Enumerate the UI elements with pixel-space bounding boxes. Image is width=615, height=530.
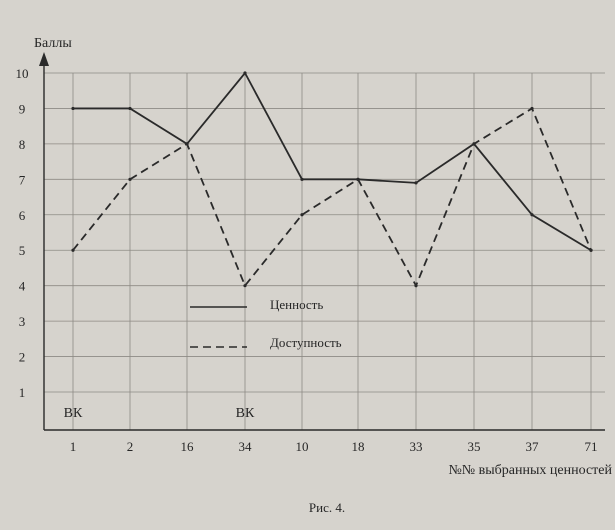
y-tick-label: 7 bbox=[18, 172, 26, 188]
y-tick-label: 4 bbox=[18, 278, 26, 294]
figure-caption: Рис. 4. bbox=[308, 500, 346, 515]
legend bbox=[190, 297, 342, 350]
x-axis-label: №№ выбранных ценностей bbox=[448, 463, 612, 478]
x-tick-label: 18 bbox=[351, 439, 365, 454]
data-point-value bbox=[530, 213, 533, 216]
y-tick-labels bbox=[16, 66, 29, 400]
y-axis-arrow bbox=[39, 52, 49, 66]
data-point-value bbox=[71, 107, 74, 110]
series-line-value bbox=[73, 73, 591, 250]
x-tick-label: 71 bbox=[584, 439, 598, 454]
x-tick-label: 2 bbox=[126, 439, 134, 454]
data-point-access bbox=[300, 213, 303, 216]
y-tick-label: 1 bbox=[18, 385, 26, 400]
y-tick-label: 6 bbox=[18, 207, 26, 223]
data-point-access bbox=[530, 107, 533, 110]
data-point-access bbox=[472, 142, 475, 145]
annotation-label: ВК bbox=[63, 406, 83, 421]
data-point-value bbox=[243, 71, 246, 74]
data-point-value bbox=[300, 178, 303, 181]
y-tick-label: 3 bbox=[18, 314, 26, 330]
data-point-access bbox=[243, 284, 246, 287]
legend-label-access: Доступность bbox=[270, 335, 342, 350]
data-point-value bbox=[414, 181, 417, 184]
annotation-label: ВК bbox=[235, 406, 255, 421]
y-axis-label: Баллы bbox=[34, 36, 72, 51]
x-tick-labels bbox=[70, 439, 598, 454]
x-tick-label: 34 bbox=[238, 439, 252, 454]
y-tick-label: 8 bbox=[18, 136, 26, 152]
y-tick-label: 10 bbox=[15, 66, 29, 81]
data-point-access bbox=[356, 178, 359, 181]
annotation-layer bbox=[64, 406, 255, 421]
grid bbox=[44, 73, 605, 430]
legend-label-value: Ценность bbox=[270, 297, 324, 312]
x-tick-label: 35 bbox=[467, 439, 481, 454]
x-tick-label: 33 bbox=[409, 439, 423, 454]
x-tick-label: 1 bbox=[69, 439, 77, 454]
y-tick-label: 2 bbox=[18, 349, 26, 365]
data-point-value bbox=[128, 107, 131, 110]
data-point-access bbox=[589, 249, 592, 252]
data-point-access bbox=[185, 142, 188, 145]
data-point-access bbox=[128, 178, 131, 181]
y-tick-label: 9 bbox=[18, 101, 26, 117]
data-point-access bbox=[414, 284, 417, 287]
x-tick-label: 16 bbox=[180, 439, 194, 454]
y-tick-label: 5 bbox=[18, 243, 26, 259]
data-point-access bbox=[71, 249, 74, 252]
x-tick-label: 37 bbox=[525, 439, 539, 454]
series-line-access bbox=[73, 108, 591, 285]
x-tick-label: 10 bbox=[295, 439, 309, 454]
